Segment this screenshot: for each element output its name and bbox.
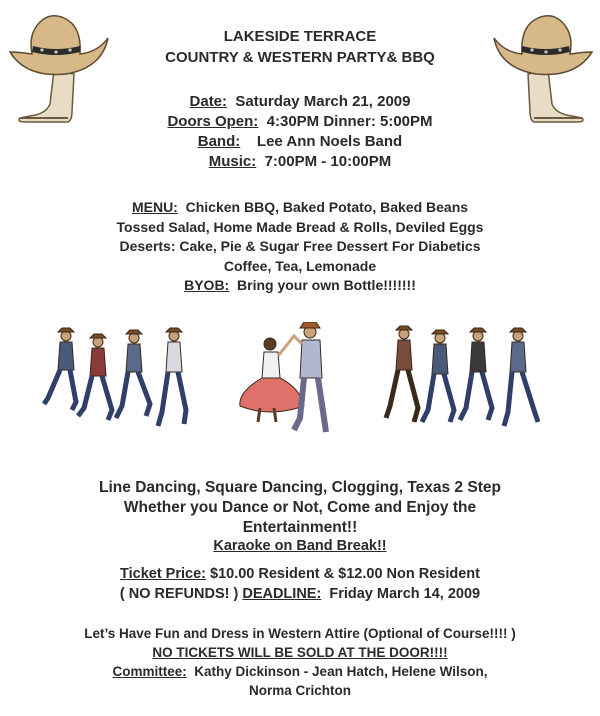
karaoke-note: Karaoke on Band Break!! [213, 538, 387, 554]
byob-label: BYOB: [184, 277, 230, 293]
byob-value: Bring your own Bottle!!!!!!! [237, 277, 416, 293]
date-label: Date: [189, 93, 228, 110]
byob-row [0, 276, 600, 296]
date-value: Saturday March 21, 2009 [235, 93, 411, 110]
event-info [0, 92, 600, 172]
doors-value: 4:30PM Dinner: 5:00PM [266, 113, 433, 130]
band-value: Lee Ann Noels Band [256, 133, 403, 150]
committee-line-2: Norma Crichton [248, 683, 351, 698]
menu-line-3: Deserts: Cake, Pie & Sugar Free Dessert For Diabetics [119, 238, 481, 254]
music-row [0, 152, 600, 172]
ticket-section [0, 564, 600, 604]
footer-section [0, 624, 600, 700]
line-dancers-left-icon [42, 322, 206, 440]
attire-note: Let’s Have Fun and Dress in Western Attire (Optional of Course!!!! ) [84, 626, 516, 641]
committee-line-1: Kathy Dickinson - Jean Hatch, Helene Wilson, [194, 664, 488, 679]
doors-row [0, 112, 600, 132]
activities-line-3: Entertainment!! [242, 519, 358, 536]
committee-row [0, 662, 600, 681]
menu-row-1 [0, 198, 600, 218]
music-label: Music: [208, 153, 257, 170]
event-name: COUNTRY & WESTERN PARTY& BBQ [165, 49, 435, 66]
deadline-value: Friday March 14, 2009 [329, 586, 481, 602]
activities-section [0, 478, 600, 538]
menu-section [0, 198, 600, 296]
deadline-row [0, 584, 600, 604]
date-row [0, 92, 600, 112]
activities-line-2: Whether you Dance or Not, Come and Enjoy the [123, 499, 477, 516]
square-dance-couple-icon [234, 322, 344, 440]
band-label: Band: [197, 133, 241, 150]
ticket-price-row [0, 564, 600, 584]
deadline-label: DEADLINE: [242, 586, 322, 602]
menu-line-1: Chicken BBQ, Baked Potato, Baked Beans [185, 199, 469, 215]
no-door-sales-note: NO TICKETS WILL BE SOLD AT THE DOOR!!!! [152, 645, 448, 660]
doors-label: Doors Open: [167, 113, 259, 130]
music-value: 7:00PM - 10:00PM [264, 153, 392, 170]
band-row [0, 132, 600, 152]
ticket-price-value: $10.00 Resident & $12.00 Non Resident [210, 566, 480, 582]
ticket-price-label: Ticket Price: [120, 566, 206, 582]
refund-note: ( NO REFUNDS! ) [119, 586, 239, 602]
flyer-title [0, 26, 600, 68]
activities-line-1: Line Dancing, Square Dancing, Clogging, Texas 2 Step [99, 479, 501, 496]
menu-label: MENU: [131, 199, 178, 215]
menu-line-2: Tossed Salad, Home Made Bread & Rolls, Deviled Eggs [116, 218, 484, 235]
venue-name: LAKESIDE TERRACE [223, 28, 377, 45]
committee-label: Committee: [112, 664, 187, 679]
line-dancers-right-icon [378, 322, 546, 440]
menu-line-4: Coffee, Tea, Lemonade [223, 257, 377, 274]
